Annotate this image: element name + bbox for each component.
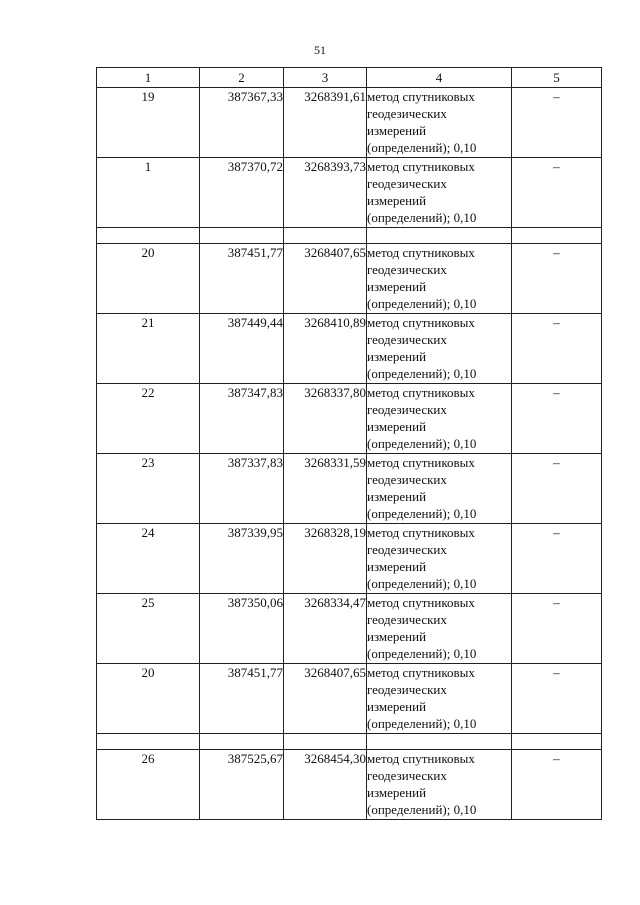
- note-cell: –: [512, 594, 602, 664]
- table-row: [97, 524, 602, 594]
- method-cell: [367, 88, 512, 158]
- table-row: [97, 750, 602, 820]
- x-coordinate-cell: 387339,95: [200, 524, 284, 594]
- method-line: геодезических: [367, 332, 447, 347]
- table-row: [97, 244, 602, 314]
- table-row: [97, 384, 602, 454]
- note-cell: –: [512, 454, 602, 524]
- method-cell: [367, 314, 512, 384]
- method-line: геодезических: [367, 402, 447, 417]
- note-cell: –: [512, 158, 602, 228]
- method-line: (определений); 0,10: [367, 646, 477, 661]
- x-coordinate-cell: 387367,33: [200, 88, 284, 158]
- empty-cell: [367, 734, 512, 750]
- table-row: [97, 88, 602, 158]
- table-row: [97, 664, 602, 734]
- table-row: [97, 454, 602, 524]
- note-cell: –: [512, 88, 602, 158]
- empty-cell: [284, 228, 367, 244]
- method-line: измерений: [367, 419, 427, 434]
- method-line: метод спутниковых: [367, 245, 475, 260]
- point-number-cell: 1: [97, 158, 200, 228]
- method-cell: [367, 454, 512, 524]
- x-coordinate-cell: 387525,67: [200, 750, 284, 820]
- method-line: геодезических: [367, 106, 447, 121]
- note-cell: –: [512, 750, 602, 820]
- method-cell: [367, 750, 512, 820]
- empty-cell: [284, 734, 367, 750]
- y-coordinate-cell: 3268391,61: [284, 88, 367, 158]
- empty-cell: [97, 734, 200, 750]
- method-line: геодезических: [367, 682, 447, 697]
- table-spacer-row: [97, 228, 602, 244]
- y-coordinate-cell: 3268407,65: [284, 664, 367, 734]
- y-coordinate-cell: 3268331,59: [284, 454, 367, 524]
- empty-cell: [200, 228, 284, 244]
- column-header: 3: [284, 68, 367, 88]
- method-line: метод спутниковых: [367, 595, 475, 610]
- note-cell: –: [512, 314, 602, 384]
- empty-cell: [512, 734, 602, 750]
- y-coordinate-cell: 3268393,73: [284, 158, 367, 228]
- empty-cell: [200, 734, 284, 750]
- method-cell: [367, 594, 512, 664]
- table-spacer-row: [97, 734, 602, 750]
- method-line: (определений); 0,10: [367, 716, 477, 731]
- y-coordinate-cell: 3268407,65: [284, 244, 367, 314]
- point-number-cell: 20: [97, 244, 200, 314]
- point-number-cell: 19: [97, 88, 200, 158]
- method-line: (определений); 0,10: [367, 296, 477, 311]
- table-row: [97, 314, 602, 384]
- page-number: 51: [314, 43, 326, 57]
- method-line: измерений: [367, 193, 427, 208]
- point-number-cell: 22: [97, 384, 200, 454]
- x-coordinate-cell: 387370,72: [200, 158, 284, 228]
- method-line: измерений: [367, 349, 427, 364]
- method-line: измерений: [367, 123, 427, 138]
- column-header: 2: [200, 68, 284, 88]
- method-line: (определений); 0,10: [367, 210, 477, 225]
- method-cell: [367, 384, 512, 454]
- method-line: (определений); 0,10: [367, 506, 477, 521]
- coordinates-table: [96, 67, 602, 820]
- note-cell: –: [512, 664, 602, 734]
- note-cell: –: [512, 384, 602, 454]
- method-line: метод спутниковых: [367, 159, 475, 174]
- method-line: геодезических: [367, 768, 447, 783]
- empty-cell: [512, 228, 602, 244]
- table-header-row: [97, 68, 602, 88]
- y-coordinate-cell: 3268337,80: [284, 384, 367, 454]
- method-cell: [367, 158, 512, 228]
- empty-cell: [97, 228, 200, 244]
- method-line: метод спутниковых: [367, 385, 475, 400]
- x-coordinate-cell: 387350,06: [200, 594, 284, 664]
- point-number-cell: 24: [97, 524, 200, 594]
- method-line: геодезических: [367, 542, 447, 557]
- method-line: (определений); 0,10: [367, 436, 477, 451]
- method-line: измерений: [367, 489, 427, 504]
- method-line: измерений: [367, 785, 427, 800]
- column-header: 4: [367, 68, 512, 88]
- x-coordinate-cell: 387337,83: [200, 454, 284, 524]
- column-header: 1: [97, 68, 200, 88]
- note-cell: –: [512, 524, 602, 594]
- table-row: [97, 158, 602, 228]
- method-line: метод спутниковых: [367, 525, 475, 540]
- method-line: измерений: [367, 629, 427, 644]
- y-coordinate-cell: 3268410,89: [284, 314, 367, 384]
- method-line: (определений); 0,10: [367, 140, 477, 155]
- y-coordinate-cell: 3268334,47: [284, 594, 367, 664]
- point-number-cell: 23: [97, 454, 200, 524]
- y-coordinate-cell: 3268328,19: [284, 524, 367, 594]
- method-line: измерений: [367, 559, 427, 574]
- x-coordinate-cell: 387449,44: [200, 314, 284, 384]
- method-cell: [367, 664, 512, 734]
- empty-cell: [367, 228, 512, 244]
- method-line: метод спутниковых: [367, 751, 475, 766]
- method-cell: [367, 244, 512, 314]
- method-line: метод спутниковых: [367, 89, 475, 104]
- method-line: измерений: [367, 699, 427, 714]
- point-number-cell: 26: [97, 750, 200, 820]
- method-line: геодезических: [367, 612, 447, 627]
- table-row: [97, 594, 602, 664]
- method-line: (определений); 0,10: [367, 576, 477, 591]
- x-coordinate-cell: 387451,77: [200, 664, 284, 734]
- method-line: метод спутниковых: [367, 665, 475, 680]
- method-line: метод спутниковых: [367, 455, 475, 470]
- method-line: измерений: [367, 279, 427, 294]
- x-coordinate-cell: 387451,77: [200, 244, 284, 314]
- method-line: геодезических: [367, 262, 447, 277]
- point-number-cell: 20: [97, 664, 200, 734]
- method-line: геодезических: [367, 472, 447, 487]
- method-line: геодезических: [367, 176, 447, 191]
- table-body: [97, 68, 602, 820]
- point-number-cell: 21: [97, 314, 200, 384]
- y-coordinate-cell: 3268454,30: [284, 750, 367, 820]
- method-line: (определений); 0,10: [367, 366, 477, 381]
- x-coordinate-cell: 387347,83: [200, 384, 284, 454]
- method-cell: [367, 524, 512, 594]
- column-header: 5: [512, 68, 602, 88]
- method-line: метод спутниковых: [367, 315, 475, 330]
- point-number-cell: 25: [97, 594, 200, 664]
- note-cell: –: [512, 244, 602, 314]
- method-line: (определений); 0,10: [367, 802, 477, 817]
